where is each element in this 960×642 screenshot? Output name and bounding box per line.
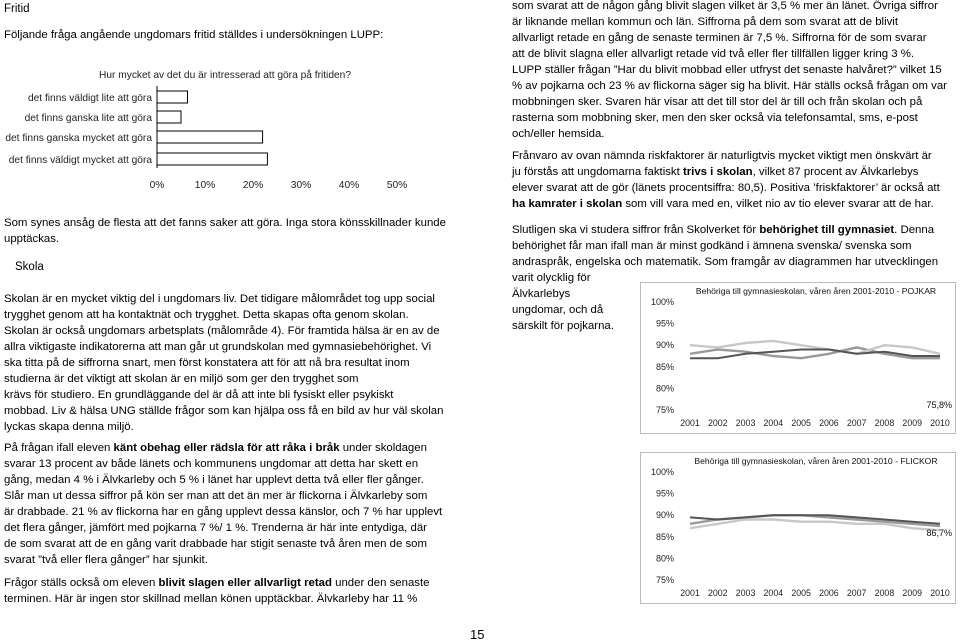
right-line: elever svarat att de gör (länets procentsiffra: 80,5). Positiva ’friskfaktorer’ är också att: [512, 182, 940, 194]
x-tick-label: 2007: [846, 418, 867, 428]
section-title-skola: Skola: [15, 261, 44, 273]
leisure-axis-tick: 30%: [290, 180, 312, 191]
right-line: rasterna som mobbning sker, men den sker också via telefonsamtal, sms, e-post: [512, 112, 918, 124]
x-tick-label: 2004: [763, 418, 784, 428]
x-tick-label: 2003: [735, 418, 756, 428]
school-line: ska titta på de siffrorna snart, men först konstatera att för att nå bra resultat inom: [4, 357, 410, 369]
school-line: trygghet genom att ha kontaktnät och trygghet. Detta skapas ofta genom skolan.: [4, 309, 409, 321]
behorighet-post: . Denna: [894, 224, 935, 236]
x-tick-label: 2010: [930, 418, 950, 428]
x-tick-label: 2005: [791, 418, 811, 428]
slagen-bold: blivit slagen eller allvarligt retad: [158, 577, 332, 589]
y-tick-label: 75%: [655, 575, 674, 585]
y-tick-label: 90%: [655, 510, 674, 521]
trivs-post: , vilket 87 procent av Älvkarlebys: [752, 166, 919, 178]
right-line: ungdomar, och då: [512, 304, 604, 316]
y-tick-label: 80%: [655, 383, 674, 394]
y-tick-label: 85%: [655, 531, 674, 542]
school-line: mobbad. Liv & hälsa UNG ställde frågor som kan hjälpa oss få en bild av hur väl skolan: [4, 405, 444, 417]
x-tick-label: 2009: [902, 418, 923, 428]
y-tick-label: 90%: [655, 340, 674, 351]
trivs-pre: ju förstås att ungdomarna faktiskt: [512, 166, 683, 178]
x-tick-label: 2002: [707, 418, 728, 428]
y-tick-label: 75%: [655, 405, 674, 415]
pojkar-line-chart: [640, 282, 956, 434]
leisure-axis-tick: 20%: [242, 180, 264, 191]
leisure-bar: [157, 91, 188, 103]
obehag-bold: känt obehag eller rädsla för att råka i bråk: [113, 442, 340, 454]
right-line: andraspråk, engelska och matematik. Som framgår av diagrammen har utvecklingen: [512, 256, 939, 268]
behorighet-pre: Slutligen ska vi studera siffror från Skolverket för: [512, 224, 760, 236]
obehag-line: svarar 13 procent av både länets och kommunens ungdomar att detta har skett en: [4, 458, 419, 470]
section-title-fritid: Fritid: [4, 3, 30, 15]
right-line: allvarligt retade en gång de senaste terminen är 7,5 %. Siffrorna för de som svarar: [512, 32, 927, 44]
x-tick-label: 2010: [930, 588, 950, 598]
obehag-line: gång, medan 4 % i Älvkarleby och 5 % i länet har upplevt detta två eller fler gånger.: [4, 474, 424, 486]
slagen-line: terminen. Här är ingen stor skillnad mellan könen upptäckbar. Älvkarleby har 11 %: [4, 593, 418, 605]
right-line: mobbningen sker. Svaren här visar att det till stor del är till och från skolan och på: [512, 96, 923, 108]
leisure-chart-title: Hur mycket av det du är intresserad att göra på fritiden?: [99, 70, 351, 81]
x-tick-label: 2001: [680, 588, 700, 598]
right-line: % av pojkarna och 23 % av flickorna säger sig ha blivit. Här ställs också frågan om var: [512, 80, 947, 92]
x-tick-label: 2003: [735, 588, 756, 598]
y-tick-label: 80%: [655, 553, 674, 564]
obehag-line: de som svarat att de en gång varit drabbade har stigit senaste två åren men de som: [4, 538, 427, 550]
right-line: varit olycklig för: [512, 272, 591, 284]
slagen-post: under den senaste: [331, 577, 430, 589]
intro-text: Följande fråga angående ungdomars fritid ställdes i undersökningen LUPP:: [4, 29, 384, 41]
trivs-bold: trivs i skolan: [682, 166, 753, 178]
y-tick-label: 100%: [650, 467, 674, 477]
school-line: krävs för studiero. En grundläggande del är då att inte bli fysiskt eller psykiskt: [4, 389, 394, 401]
x-tick-label: 2004: [763, 588, 784, 598]
leisure-category-label: det finns ganska lite att göra: [24, 113, 152, 124]
right-line: som svarat att de någon gång blivit slagen vilket är 3,5 % mer än länet. Övriga siffror: [512, 0, 938, 12]
leisure-category-label: det finns ganska mycket att göra: [5, 133, 152, 144]
behorighet-bold: behörighet till gymnasiet: [759, 224, 895, 236]
leisure-bar: [157, 111, 181, 123]
leisure-category-label: det finns väldigt mycket att göra: [8, 155, 152, 166]
leisure-axis-tick: 40%: [338, 180, 360, 191]
x-tick-label: 2006: [819, 588, 839, 598]
school-paragraph: [4, 291, 464, 435]
kamrater-post: som vill vara med en, vilket nio av tio elever svarar att de har.: [622, 198, 934, 210]
page-number: 15: [470, 627, 485, 642]
x-tick-label: 2001: [680, 418, 700, 428]
x-tick-label: 2002: [707, 588, 728, 598]
annotation-label: 86,7%: [926, 528, 952, 538]
right-line: att de blivit slagna eller allvarligt retade vid två eller fler tillfällen ligger kring 3 %.: [512, 48, 915, 60]
right-paragraph-2: [512, 148, 957, 212]
y-tick-label: 95%: [655, 318, 674, 329]
y-tick-label: 100%: [650, 297, 674, 307]
slagen-pre: Frågor ställs också om eleven: [4, 577, 159, 589]
flickor-line-chart: [640, 452, 956, 604]
line-chart-title: Behöriga till gymnasieskolan, våren åren 2001-2010 - POJKAR: [695, 286, 937, 296]
obehag-line: är drabbade. 21 % av flickorna har en gång upplevt dessa känslor, och 7 % har upplevt: [4, 506, 443, 518]
x-tick-label: 2007: [846, 588, 867, 598]
leisure-chart: [0, 60, 470, 200]
obehag-paragraph: [4, 440, 464, 568]
school-line: Skolan är en mycket viktig del i ungdomars liv. Det tidigare målområdet tog upp social: [4, 293, 435, 305]
x-tick-label: 2005: [791, 588, 811, 598]
right-line: Frånvaro av ovan nämnda riskfaktorer är naturligtvis mycket viktigt men önskvärt är: [512, 150, 932, 162]
school-line: lyckas skapa denna miljö.: [4, 421, 134, 433]
annotation-label: 75,8%: [926, 400, 952, 410]
leisure-bar: [157, 153, 267, 165]
leisure-category-label: det finns väldigt lite att göra: [27, 93, 152, 104]
right-line: är liknande mellan kommun och län. Siffrorna på dem som svarat att de blivit: [512, 16, 898, 28]
y-tick-label: 85%: [655, 361, 674, 372]
right-line: [512, 164, 957, 180]
x-tick-label: 2009: [902, 588, 923, 598]
leisure-axis-tick: 0%: [149, 180, 165, 191]
right-line: LUPP ställer frågan ”Har du blivit mobbad eller utfryst det senaste halvåret?” vilket 15: [512, 64, 942, 76]
obehag-line: det flera gånger, jämfört med pojkarna 7 %/ 1 %. Trenderna är här inte entydiga, där: [4, 522, 427, 534]
slagen-line: [4, 575, 464, 591]
after-chart-text: Som synes ansåg de flesta att det fanns saker att göra. Inga stora könsskillnader kunde upptäckas.: [4, 217, 446, 245]
x-tick-label: 2008: [874, 588, 895, 598]
right-line: och/eller hemsida.: [512, 128, 605, 140]
x-tick-label: 2008: [874, 418, 895, 428]
obehag-line: svarat ”två eller flera gånger” har sjunkit.: [4, 554, 208, 566]
kamrater-bold: ha kamrater i skolan: [512, 198, 623, 210]
line-chart-title: Behöriga till gymnasieskolan, våren åren 2001-2010 - FLICKOR: [694, 456, 938, 466]
obehag-post: under skoldagen: [339, 442, 427, 454]
right-line: [512, 222, 957, 238]
y-tick-label: 95%: [655, 488, 674, 499]
school-line: studierna är det viktigt att skolan är en miljö som ger den trygghet som: [4, 373, 359, 385]
right-line: särskilt för pojkarna.: [512, 320, 614, 332]
right-line: Älvkarlebys: [512, 288, 571, 300]
school-line: Skolan är också ungdomars arbetsplats (målområde 4). För framtida hälsa är en av de: [4, 325, 440, 337]
leisure-bar: [157, 131, 263, 143]
obehag-line: [4, 440, 464, 456]
school-line: allra viktigaste indikatorerna att man går ut grundskolan med gymnasiebehörighet. Vi: [4, 341, 432, 353]
leisure-axis-tick: 10%: [194, 180, 216, 191]
leisure-axis-tick: 50%: [386, 180, 408, 191]
slagen-paragraph: [4, 575, 464, 607]
right-line: [512, 196, 957, 212]
obehag-line: Slår man ut dessa siffror på kön ser man att det än mer är flickorna i Älvkarleby som: [4, 490, 428, 502]
x-tick-label: 2006: [819, 418, 839, 428]
right-paragraph-1: [512, 0, 957, 142]
obehag-pre: På frågan ifall eleven: [4, 442, 114, 454]
right-line: behörighet får man ifall man är minst godkänd i ämnena svenska/ svenska som: [512, 240, 912, 252]
